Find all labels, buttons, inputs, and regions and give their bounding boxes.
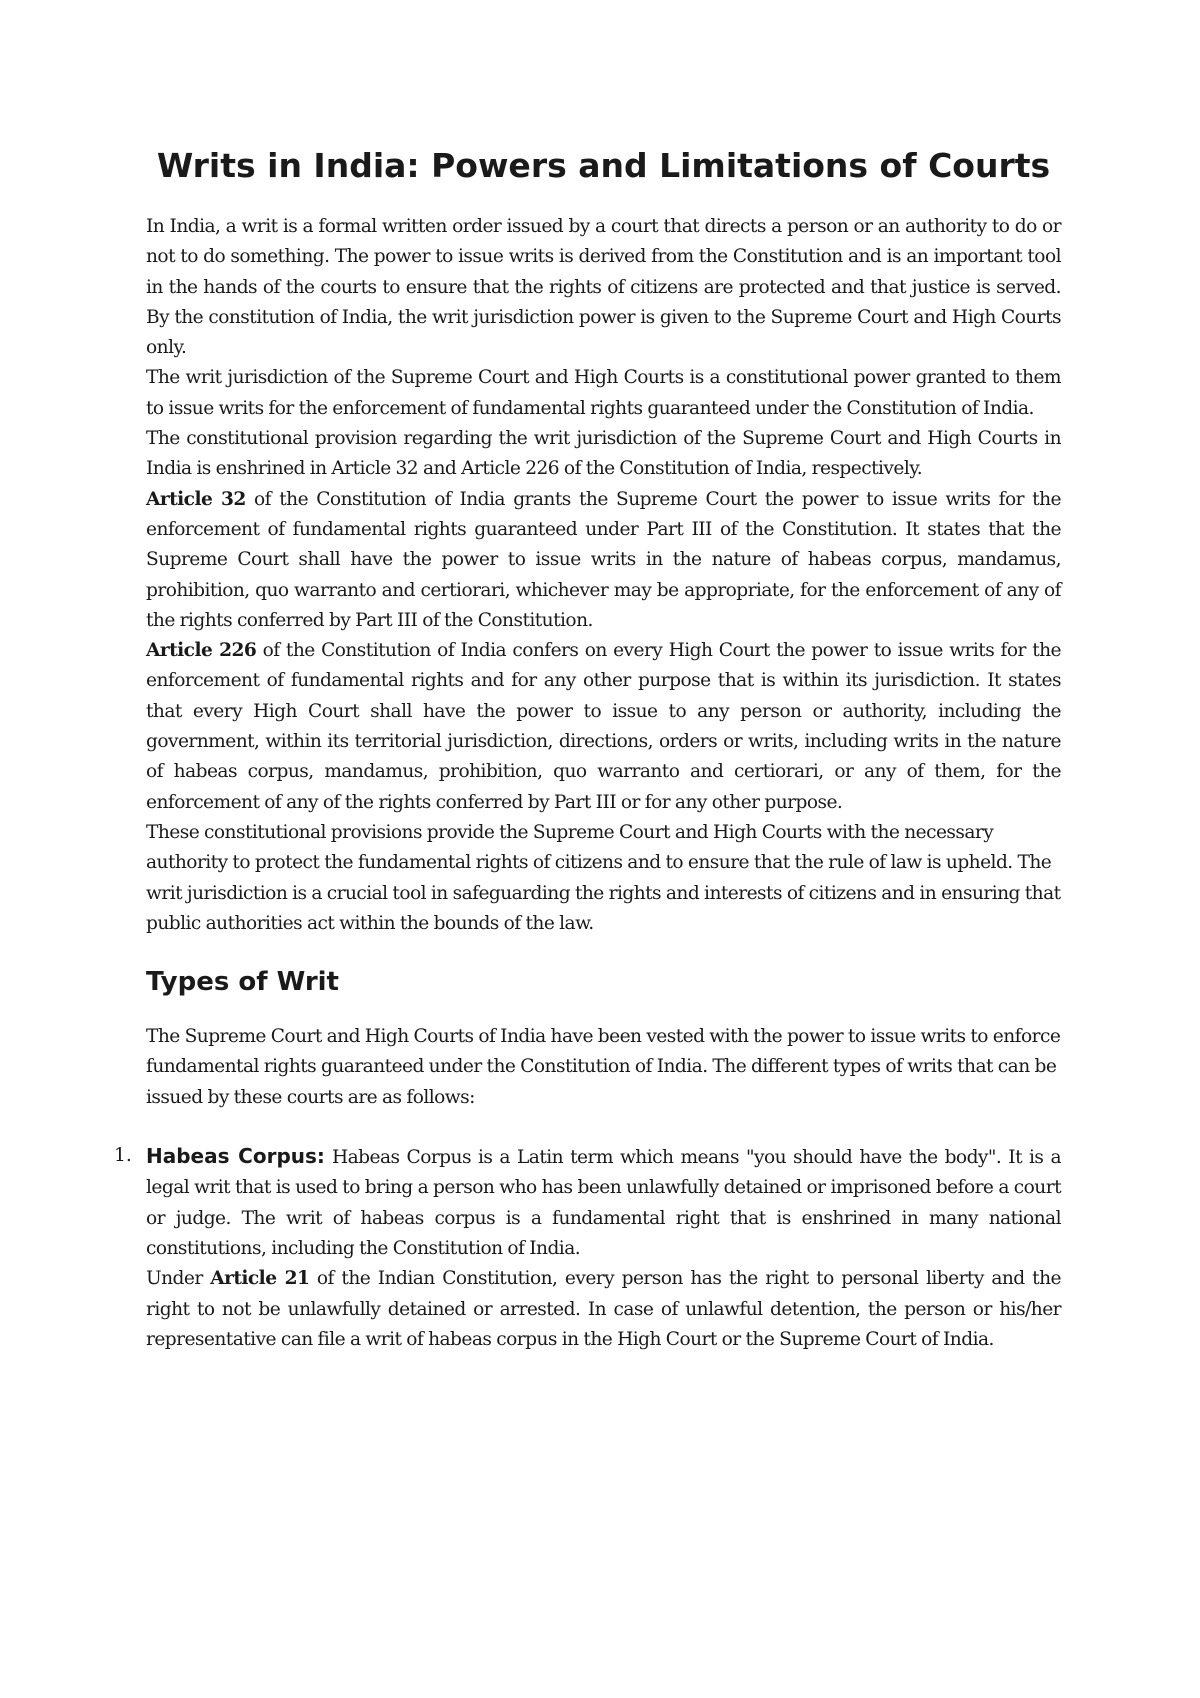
article-21-text: of the Indian Constitution, every person has the right to personal liberty and the right to not be unlawfully detained or arrested. In case of unlawful detention, the person or his/her representative can file a writ of habeas corpus in the High Court or the Supreme Court of India. (146, 1268, 1061, 1350)
types-intro-paragraph: The Supreme Court and High Courts of India have been vested with the power to issue writs to enforce fundamental rights guaranteed under the Constitution of India. The different types of writs that can be issued by these courts are as follows: (146, 1026, 1061, 1108)
writ-types-list (114, 1141, 1062, 1355)
document-page (114, 142, 1062, 1355)
article-21-prefix: Under (146, 1268, 211, 1290)
intro-paragraph-2: The writ jurisdiction of the Supreme Court and High Courts is a constitutional power granted to them to issue writs for the enforcement of fundamental rights guaranteed under the Constitution of India. (146, 367, 1061, 419)
article-226-paragraph (146, 636, 1061, 818)
article-21-label: Article 21 (210, 1268, 310, 1290)
list-item (114, 1141, 1062, 1355)
habeas-corpus-term: Habeas Corpus: (146, 1144, 325, 1169)
habeas-corpus-text: Habeas Corpus is a Latin term which means "you should have the body". It is a legal writ that is used to bring a person who has been unlawfully detained or imprisoned before a court or judge. The writ of habeas corpus is a fundamental right that is enshrined in many national constitutions, including the Constitution of India. (146, 1147, 1062, 1259)
article-226-label: Article 226 (146, 640, 257, 662)
closing-paragraph: These constitutional provisions provide the Supreme Court and High Courts with the necessary authority to protect the fundamental rights of citizens and to ensure that the rule of law is upheld. The writ jurisdiction is a crucial tool in safeguarding the rights and interests of citizens and in ensuring that public authorities act within the bounds of the law. (146, 821, 1061, 934)
habeas-corpus-paragraph (146, 1141, 1061, 1264)
article-226-text: of the Constitution of India confers on every High Court the power to issue writs for the enforcement of fundamental rights and for any other purpose that is within its jurisdiction. It states that every High Court shall have the power to issue to any person or authority, including the government, within its territorial jurisdiction, directions, orders or writs, including writs in the nature of habeas corpus, mandamus, prohibition, quo warranto and certiorari, or any of them, for the enforcement of any of the rights conferred by Part III or for any other purpose. (146, 640, 1061, 813)
article-32-paragraph (146, 485, 1061, 636)
article-21-paragraph (146, 1264, 1061, 1355)
article-32-label: Article 32 (146, 488, 246, 510)
intro-paragraph-3: The constitutional provision regarding the writ jurisdiction of the Supreme Court and High Courts in India is enshrined in Article 32 and Article 226 of the Constitution of India, respectively. (146, 428, 1061, 480)
intro-paragraph-1: In India, a writ is a formal written order issued by a court that directs a person or an authority to do or not to do something. The power to issue writs is derived from the Constitution and is an important tool in the hands of the courts to ensure that the rights of citizens are protected and that justice is served. By the constitution of India, the writ jurisdiction power is given to the Supreme Court and High Courts only. (146, 216, 1061, 359)
types-of-writ-heading: Types of Writ (146, 967, 339, 998)
article-32-text: of the Constitution of India grants the Supreme Court the power to issue writs for the enforcement of fundamental rights guaranteed under Part III of the Constitution. It states that the Supreme Court shall have the power to issue writs in the nature of habeas corpus, mandamus, prohibition, quo warranto and certiorari, whichever may be appropriate, for the enforcement of any of the rights conferred by Part III of the Constitution. (146, 488, 1061, 631)
document-title: Writs in India: Powers and Limitations of Courts (156, 146, 1051, 185)
list-item-number: 1. (114, 1145, 132, 1167)
